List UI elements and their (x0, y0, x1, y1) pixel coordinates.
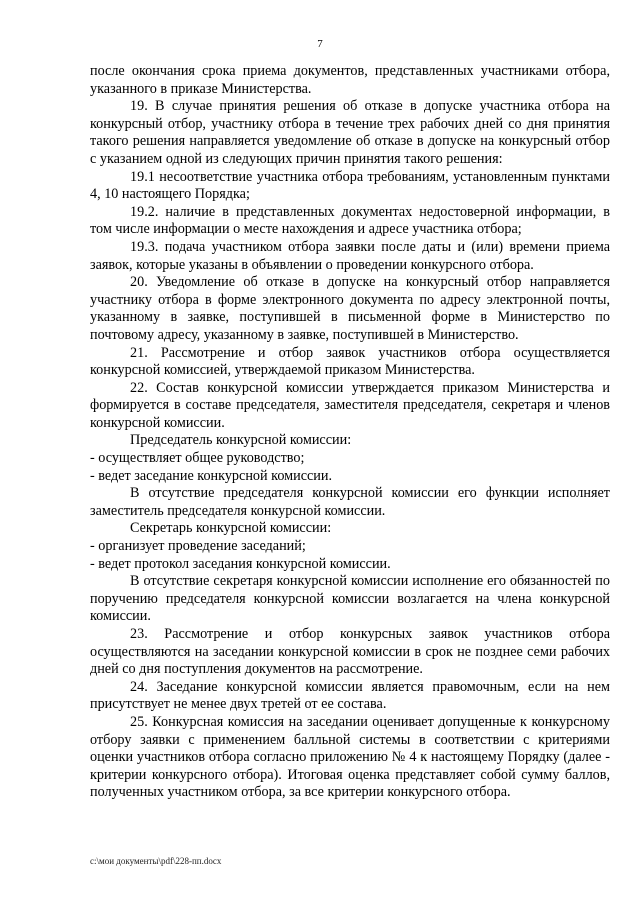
paragraph: 19.3. подача участником отбора заявки после даты и (или) времени приема заявок, которые указаны в объявлении о проведении конкурсного отбора. (90, 238, 610, 273)
paragraph: 24. Заседание конкурсной комиссии является правомочным, если на нем присутствует не менее двух третей от ее состава. (90, 678, 610, 713)
paragraph: Секретарь конкурсной комиссии: (130, 520, 332, 537)
file-path-footer: c:\мои документы\pdf\228-пп.docx (90, 856, 222, 866)
list-item: - ведет заседание конкурсной комиссии. (90, 467, 333, 484)
page-number: 7 (317, 38, 323, 50)
list-item: - организует проведение заседаний; (90, 538, 306, 555)
paragraph: 23. Рассмотрение и отбор конкурсных заявок участников отбора осуществляются на заседании конкурсной комиссии в срок не позднее семи рабочих дней со дня поступления документов на рассмотрение. (90, 626, 610, 678)
paragraph: 22. Состав конкурсной комиссии утверждается приказом Министерства и формируется в составе председателя, заместителя председателя, секретаря и членов конкурсной комиссии. (90, 379, 610, 431)
paragraph: 25. Конкурсная комиссия на заседании оценивает допущенные к конкурсному отбору заявки с применением балльной системы в соответствии с критериями оценки участников отбора согласно приложению № 4 к настоящему Порядку (далее - критерии конкурсного отбора). Итоговая оценка представляет собой сумму баллов, полученных участником отбора, за все критерии конкурсного отбора. (90, 713, 610, 801)
document-body (90, 63, 610, 802)
paragraph: 19.1 несоответствие участника отбора требованиям, установленным пунктами 4, 10 настоящего Порядка; (90, 168, 610, 203)
paragraph: 20. Уведомление об отказе в допуске на конкурсный отбор направляется участнику отбора в форме электронного документа по адресу электронной почты, указанному в заявке, поступившей в письменной форме в Министерство по почтовому адресу, указанному в заявке, поступившей в Министерство. (90, 274, 610, 343)
paragraph: Председатель конкурсной комиссии: (130, 432, 352, 449)
paragraph: В отсутствие председателя конкурсной комиссии его функции исполняет заместитель председателя конкурсной комиссии. (90, 485, 610, 519)
paragraph: 19.2. наличие в представленных документах недостоверной информации, в том числе информации о месте нахождения и адресе участника отбора; (90, 203, 610, 238)
paragraph: В отсутствие секретаря конкурсной комиссии исполнение его обязанностей по поручению председателя конкурсной комиссии возлагается на члена конкурсной комиссии. (90, 573, 610, 625)
paragraph: после окончания срока приема документов, представленных участниками отбора, указанного в приказе Министерства. (90, 63, 610, 97)
paragraph: 21. Рассмотрение и отбор заявок участников отбора осуществляется конкурсной комиссией, утверждаемой приказом Министерства. (90, 344, 610, 379)
list-item: - осуществляет общее руководство; (90, 450, 305, 467)
list-item: - ведет протокол заседания конкурсной комиссии. (90, 555, 391, 572)
paragraph: 19. В случае принятия решения об отказе в допуске участника отбора на конкурсный отбор, участнику отбора в течение трех рабочих дней со дня принятия такого решения направляется уведомление об отказе в допуске на конкурсный отбор с указанием одной из следующих причин принятия такого решения: (90, 98, 610, 167)
